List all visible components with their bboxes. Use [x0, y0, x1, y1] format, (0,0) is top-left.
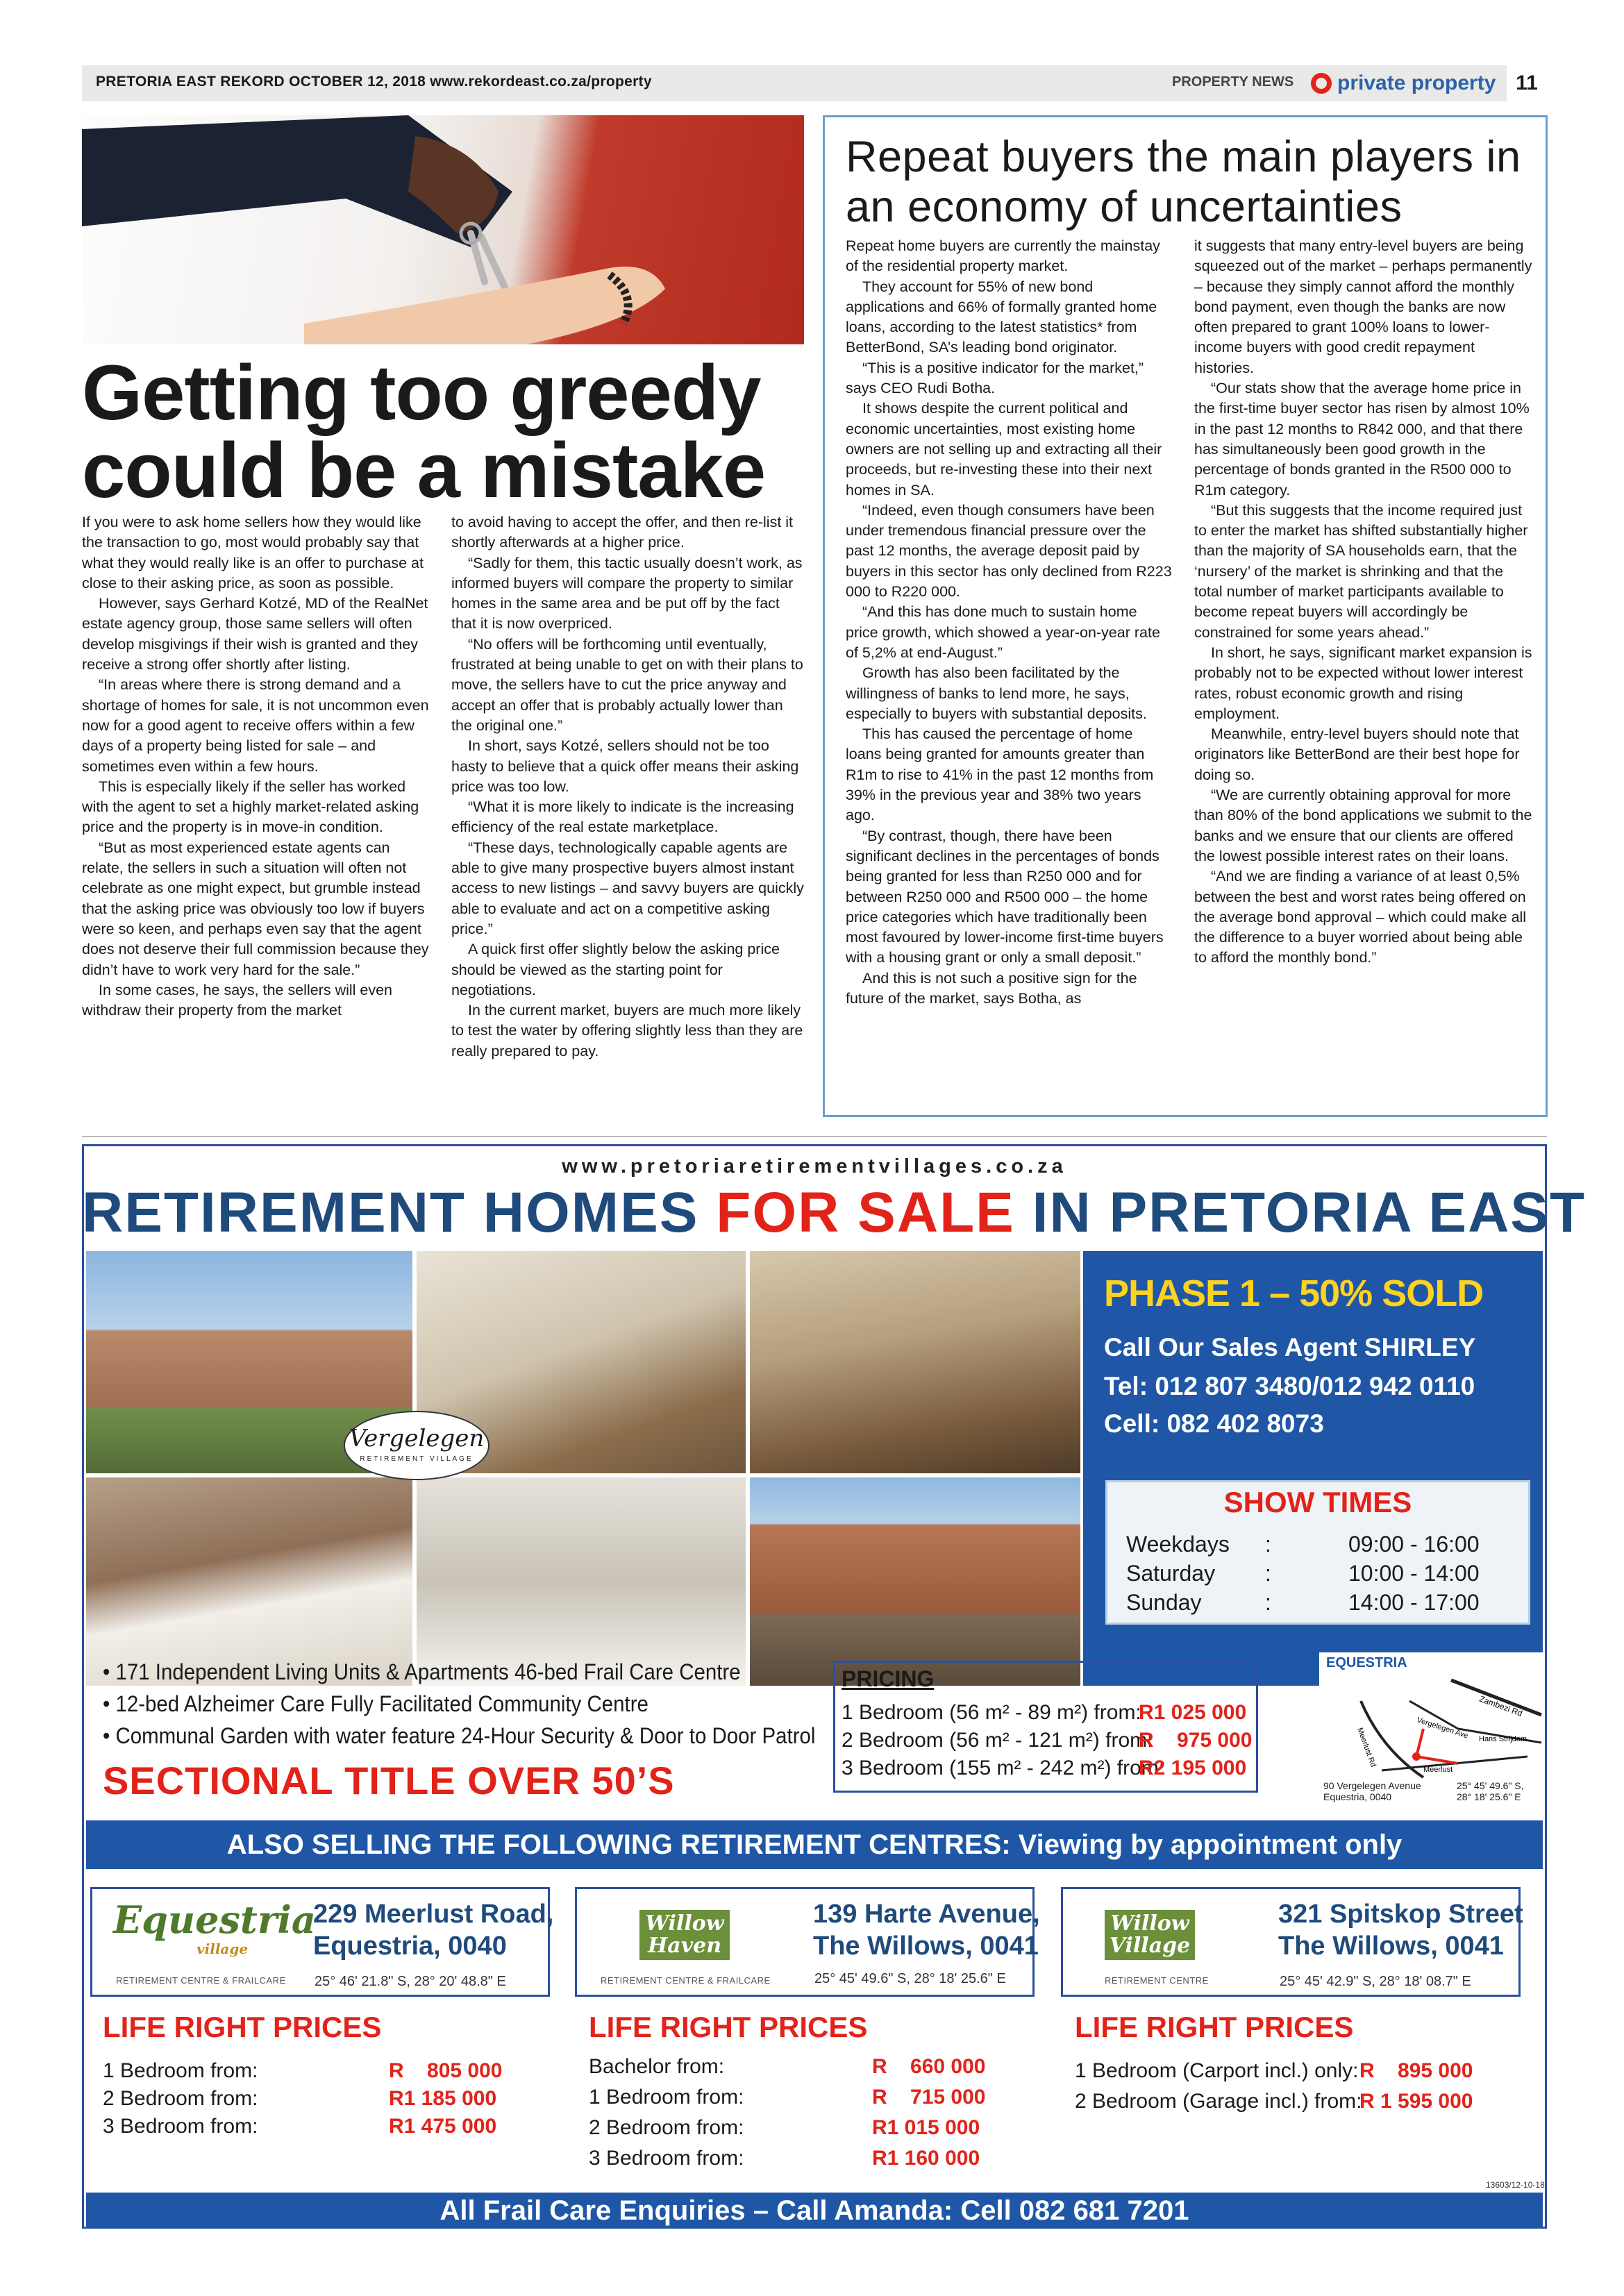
centre-address-1: 229 Meerlust Road,	[313, 1900, 554, 1929]
pricing-row	[842, 1701, 1251, 1725]
map-road-label: Vergelegen Ave	[1416, 1716, 1469, 1741]
feature-item: • 171 Independent Living Units & Apartments 46-bed Frail Care Centre	[103, 1659, 741, 1684]
ad-title-part-3: IN PRETORIA EAST	[1032, 1181, 1587, 1244]
article-paragraph: “What it is more likely to indicate is the increasing efficiency of the real estate marketplace.	[451, 798, 794, 836]
private-property-logo	[1311, 68, 1496, 99]
vergelegen-logo	[344, 1411, 489, 1480]
photo-bathroom	[417, 1477, 746, 1686]
map-address	[1323, 1780, 1421, 1802]
page-header	[82, 65, 1547, 101]
photo-courtyard	[750, 1477, 1080, 1686]
map-coord-line: 25° 45' 49.6" S,	[1457, 1780, 1524, 1791]
life-right-row	[589, 2086, 986, 2109]
header-section: PROPERTY NEWS	[1172, 74, 1294, 90]
article-paragraph: it suggests that many entry-level buyers are being squeezed out of the market – perhaps permanently – because they simply cannot afford the monthly bond payment, even though the banks are now often prepared to grant 100% loans to lower-income buyers with good credit repayment histories.	[1194, 237, 1532, 376]
article-paragraph: Meanwhile, entry-level buyers should note that originators like BetterBond are their best hope for doing so.	[1194, 726, 1520, 783]
pricing-title: PRICING	[842, 1666, 935, 1691]
sales-agent: Call Our Sales Agent SHIRLEY	[1104, 1333, 1476, 1361]
vergelegen-logo-name: Vergelegen	[349, 1425, 485, 1452]
lr-value: R 660 000	[872, 2055, 986, 2078]
pricing-value: R2 195 000	[1139, 1757, 1247, 1779]
life-right-row	[589, 2055, 986, 2079]
centre-tagline: RETIREMENT CENTRE & FRAILCARE	[116, 1975, 286, 1986]
lr-label: 2 Bedroom from:	[589, 2116, 744, 2139]
phase-sold-banner: PHASE 1 – 50% SOLD	[1104, 1273, 1484, 1314]
lr-label: 2 Bedroom (Garage incl.) from:	[1075, 2090, 1362, 2113]
show-hours: 10:00 - 14:00	[1348, 1561, 1480, 1586]
show-sep: :	[1265, 1561, 1271, 1586]
equestria-logo: Equestria	[113, 1897, 316, 1942]
life-right-prices-title: LIFE RIGHT PRICES	[589, 2011, 868, 2043]
show-time-row	[1126, 1590, 1515, 1616]
centre-address-2: Equestria, 0040	[313, 1932, 507, 1961]
article-paragraph: Repeat home buyers are currently the mainstay of the residential property market.	[846, 237, 1160, 275]
map-road-label: Hans Strijdom	[1479, 1735, 1527, 1743]
show-day: Saturday	[1126, 1561, 1216, 1586]
article-paragraph: In some cases, he says, the sellers will even withdraw their property from the market	[82, 981, 393, 1019]
show-times-title: SHOW TIMES	[1223, 1486, 1412, 1518]
feature-item: • Communal Garden with water feature 24-Hour Security & Door to Door Patrol	[103, 1723, 816, 1748]
centre-tagline: RETIREMENT CENTRE	[1105, 1975, 1209, 1986]
frail-care-footer: All Frail Care Enquiries – Call Amanda: Cell 082 681 7201	[86, 2193, 1543, 2229]
keys-hands-illustration	[82, 115, 804, 344]
life-right-row	[1075, 2090, 1473, 2113]
centre-tagline: RETIREMENT CENTRE & FRAILCARE	[601, 1975, 771, 1986]
ad-title	[82, 1180, 1587, 1246]
life-right-row	[103, 2115, 497, 2138]
centre-coordinates: 25° 46' 21.8" S, 28° 20' 48.8" E	[315, 1974, 506, 1989]
map-coord-line: 28° 18' 25.6" E	[1457, 1791, 1521, 1802]
centre-address-1: 139 Harte Avenue,	[813, 1900, 1040, 1929]
article-paragraph: They account for 55% of new bond applications and 66% of formally granted home loans, according to the latest statistics* from BetterBond, SA’s leading bond originator.	[846, 278, 1157, 356]
centre-address-2: The Willows, 0041	[813, 1932, 1039, 1961]
article-paragraph: However, says Gerhard Kotzé, MD of the RealNet estate agency group, those same sellers will often develop misgivings if their wish is granted and they receive a strong offer shortly after listing.	[82, 595, 428, 673]
sales-tel: Tel: 012 807 3480/012 942 0110	[1104, 1372, 1475, 1400]
article-paragraph: And this is not such a positive sign for the future of the market, says Botha, as	[846, 969, 1137, 1007]
article-paragraph: “In areas where there is strong demand and a shortage of homes for sale, it is not uncommon even now for a good agent to receive offers within a few days of a property being listed for sale – and sometimes even within a few hours.	[82, 676, 429, 775]
ad-reference: 13603/12-10-18	[1486, 2180, 1545, 2190]
lr-value: R1 015 000	[872, 2116, 980, 2139]
life-right-prices-title: LIFE RIGHT PRICES	[103, 2011, 382, 2043]
article-paragraph: “By contrast, though, there have been significant declines in the percentages of bonds being granted for less than R250 000 and for between R250 000 and R500 000 – the home price categories which have traditionally been most favoured by lower-income first-time buyers with a housing grant or only a small deposit.”	[846, 827, 1164, 966]
brand-name: private property	[1337, 72, 1496, 94]
page-number: 11	[1507, 65, 1547, 101]
lr-label: Bachelor from:	[589, 2055, 725, 2078]
map-coordinates	[1457, 1780, 1524, 1802]
ad-title-for-sale: FOR SALE	[716, 1181, 1015, 1244]
centre-card-equestria	[90, 1887, 554, 1997]
article-paragraph: “But this suggests that the income required just to enter the market has shifted substantially higher than the majority of SA households earn, that the ‘nursery’ of the market is shrinking and that the total number of market participants available to become repeat buyers will accordingly be constrained for some years ahead.”	[1194, 501, 1528, 641]
ad-title-part-1: RETIREMENT HOMES	[82, 1181, 699, 1244]
location-marker-icon	[1412, 1752, 1421, 1761]
pricing-label: 3 Bedroom (155 m² - 242 m²) from:	[842, 1757, 1165, 1779]
article-paragraph: “These days, technologically capable agents are able to give many prospective buyers almost instant access to new listings – and savvy buyers are quickly able to evaluate and act on a competitive asking price.”	[451, 839, 804, 937]
map-address-line: 90 Vergelegen Avenue	[1323, 1780, 1421, 1791]
article-paragraph: In the current market, buyers are much more likely to test the water by offering slightly less than they are really prepared to pay.	[451, 1002, 803, 1059]
show-sep: :	[1265, 1532, 1271, 1557]
centre-card-willow-haven	[575, 1887, 1040, 1997]
feature-item: • 12-bed Alzheimer Care Fully Facilitated Community Centre	[103, 1691, 648, 1716]
article-paragraph: This has caused the percentage of home loans being granted for amounts greater than R1m to rise to 41% in the past 12 months from 39% in the previous year and 38% two years ago.	[846, 726, 1154, 824]
article-headline: Getting too greedy could be a mistake	[82, 349, 766, 514]
article-column-4	[1194, 236, 1534, 969]
article-photo-keys-handover	[82, 115, 804, 344]
lr-value: R1 185 000	[389, 2087, 497, 2110]
pricing-label: 2 Bedroom (56 m² - 121 m²) from:	[842, 1729, 1153, 1752]
willow-village-logo: Willow Village	[1105, 1910, 1195, 1960]
sales-cell: Cell: 082 402 8073	[1104, 1409, 1324, 1438]
article-headline-repeat-buyers: Repeat buyers the main players in an economy of uncertainties	[846, 133, 1521, 231]
life-right-row	[103, 2087, 497, 2111]
article-paragraph: “And this has done much to sustain home price growth, which showed a year-on-year rate of 5,2% at end-August.”	[846, 603, 1160, 661]
article-paragraph: “Indeed, even though consumers have been under tremendous financial pressure over the past 12 months, the average deposit paid by buyers in this sector has only declined from R223 000 to R220 000.	[846, 501, 1172, 601]
article-paragraph: “But as most experienced estate agents can relate, the sellers in such a situation will often not celebrate as one might expect, but grumble instead that the asking price was obviously too low if buyers were so keen, and perhaps even say that the agent does not deserve their full commission because they didn’t have to work very hard for the sale.”	[82, 839, 429, 978]
willow-haven-logo: Willow Haven	[639, 1910, 730, 1960]
pricing-row	[842, 1729, 1251, 1752]
lr-value: R1 160 000	[872, 2147, 980, 2170]
centre-address-2: The Willows, 0041	[1278, 1932, 1504, 1961]
article-column-1	[82, 512, 429, 1021]
centre-coordinates: 25° 45' 49.6" S, 28° 18' 25.6" E	[814, 1971, 1006, 1986]
lr-value: R1 475 000	[389, 2115, 497, 2138]
centre-card-willow-village	[1061, 1887, 1521, 1997]
life-right-row	[589, 2116, 980, 2140]
article-paragraph: “Sadly for them, this tactic usually doesn’t work, as informed buyers will compare the property to similar homes in the same area and be put off by the fact that it is now overpriced.	[451, 554, 803, 632]
sectional-title-banner: SECTIONAL TITLE OVER 50’S	[103, 1759, 675, 1802]
pricing-value: R 975 000	[1139, 1729, 1253, 1752]
lr-label: 1 Bedroom (Carport incl.) only:	[1075, 2059, 1359, 2082]
life-right-row	[589, 2147, 980, 2170]
article-paragraph: In short, he says, significant market expansion is probably not to be expected without lower interest rates, robust economic growth and rising employment.	[1194, 644, 1532, 722]
location-pin-icon	[1311, 73, 1332, 94]
lr-label: 1 Bedroom from:	[589, 2086, 744, 2109]
divider	[82, 1136, 1547, 1137]
vergelegen-logo-sub: RETIREMENT VILLAGE	[360, 1455, 474, 1463]
ad-website: www.pretoriaretirementvillages.co.za	[562, 1155, 1067, 1178]
article-paragraph: to avoid having to accept the offer, and then re-list it shortly afterwards at a higher price.	[451, 514, 794, 551]
article-paragraph: “Our stats show that the average home price in the first-time buyer sector has risen by almost 10% in the past 12 months to R842 000, and that there has simultaneously been good growth in the percentage of bonds granted in the R500 000 to R1m category.	[1194, 380, 1530, 498]
lr-label: 1 Bedroom from:	[103, 2059, 258, 2082]
article-paragraph: It shows despite the current political and economic uncertainties, most existing home owners are not selling up and extracting all their proceeds, but re-investing these into their next homes in SA.	[846, 400, 1162, 498]
show-time-row	[1126, 1561, 1515, 1586]
header-publication: PRETORIA EAST REKORD OCTOBER 12, 2018 www.rekordeast.co.za/property	[96, 74, 652, 90]
also-selling-banner: ALSO SELLING THE FOLLOWING RETIREMENT CENTRES: Viewing by appointment only	[86, 1820, 1543, 1869]
article-column-3	[846, 236, 1172, 1009]
article-paragraph: If you were to ask home sellers how they would like the transaction to go, most would probably say that what they would really like is an offer to purchase at close to their asking price, as soon as possible.	[82, 514, 424, 592]
show-time-row	[1126, 1532, 1515, 1557]
article-paragraph: In short, says Kotzé, sellers should not be too hasty to believe that a quick offer means their asking price was too low.	[451, 737, 799, 795]
article-paragraph: “We are currently obtaining approval for more than 80% of the bond applications we submit to the banks and we ensure that our clients are offered the lowest possible interest rates on their loans.	[1194, 787, 1532, 864]
lr-label: 2 Bedroom from:	[103, 2087, 258, 2110]
article-paragraph: A quick first offer slightly below the asking price should be viewed as the starting point for negotiations.	[451, 941, 780, 998]
show-hours: 14:00 - 17:00	[1348, 1590, 1480, 1615]
show-day: Sunday	[1126, 1590, 1202, 1615]
article-paragraph: This is especially likely if the seller has worked with the agent to set a highly market-related asking price and the property is in move-in condition.	[82, 778, 419, 836]
equestria-logo-sub: village	[196, 1941, 249, 1957]
article-paragraph: “This is a positive indicator for the market,” says CEO Rudi Botha.	[846, 359, 1144, 397]
show-hours: 09:00 - 16:00	[1348, 1532, 1480, 1557]
pricing-value: R1 025 000	[1139, 1701, 1247, 1724]
centre-address-1: 321 Spitskop Street	[1278, 1900, 1523, 1929]
map-road-label: Zambezi Rd	[1477, 1693, 1524, 1718]
lr-value: R 895 000	[1359, 2059, 1473, 2082]
article-paragraph: Growth has also been facilitated by the willingness of banks to lend more, he says, especially to buyers with substantial deposits.	[846, 664, 1147, 722]
life-right-prices-title: LIFE RIGHT PRICES	[1075, 2011, 1354, 2043]
lr-value: R 1 595 000	[1359, 2090, 1473, 2113]
show-day: Weekdays	[1126, 1532, 1230, 1557]
lr-label: 3 Bedroom from:	[103, 2115, 258, 2138]
lr-label: 3 Bedroom from:	[589, 2147, 744, 2170]
lr-value: R 715 000	[872, 2086, 986, 2109]
lr-value: R 805 000	[389, 2059, 503, 2082]
pricing-row	[842, 1757, 1251, 1780]
article-paragraph: “And we are finding a variance of at least 0,5% between the best and worst rates being offered on the average bond approval – which could make all the difference to a buyer worried about being able to afford the monthly bond.”	[1194, 868, 1527, 966]
map-address-line: Equestria, 0040	[1323, 1791, 1392, 1802]
map-title: EQUESTRIA	[1326, 1655, 1407, 1670]
location-map	[1319, 1652, 1543, 1798]
map-road-label: Meerlust	[1423, 1766, 1453, 1774]
show-sep: :	[1265, 1590, 1271, 1615]
life-right-row	[103, 2059, 503, 2083]
photo-kitchen-dining	[750, 1251, 1080, 1473]
photo-bedroom	[86, 1477, 412, 1686]
article-column-2	[451, 512, 805, 1062]
map-road-label: Meerlust Rd	[1355, 1726, 1378, 1768]
life-right-row	[1075, 2059, 1473, 2083]
map-roads	[1319, 1652, 1543, 1798]
article-paragraph: “No offers will be forthcoming until eventually, frustrated at being unable to get on with their plans to move, the sellers have to cut the price anyway and accept an offer that is probably actually lower than the original one.”	[451, 635, 803, 734]
centre-coordinates: 25° 45' 42.9" S, 28° 18' 08.7" E	[1280, 1974, 1471, 1989]
pricing-label: 1 Bedroom (56 m² - 89 m²) from:	[842, 1701, 1141, 1724]
